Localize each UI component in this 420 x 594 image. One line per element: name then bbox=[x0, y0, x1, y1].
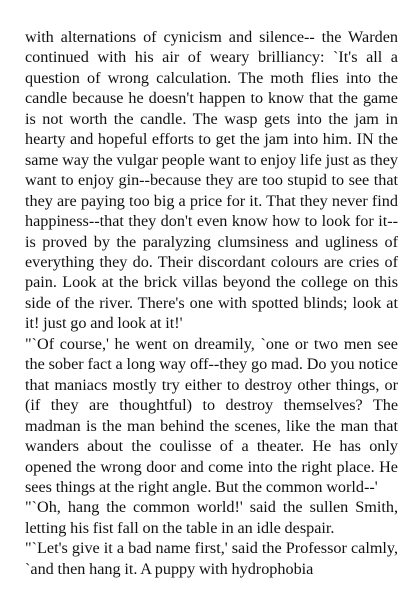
paragraph-smith: "`Oh, hang the common world!' said the sullen Smith, letting his fist fall on the table in an idle despair. bbox=[25, 498, 398, 537]
paragraph-maniacs: "`Of course,' he went on dreamily, `one or two men see the sober fact a long way off--they go mad. Do you notice that maniacs mostly try either to destroy other things, or (if they are thoughtful) to destroy themselves? The madman is the man behind the scenes, like the man that wanders about the coulisse of a theater. He has only opened the wrong door and come into the right place. He sees things at the right angle. But the common world--' bbox=[25, 334, 398, 496]
paragraph-professor: "`Let's give it a bad name first,' said the Professor calmly, `and then hang it. A puppy with hydrophobia bbox=[25, 539, 398, 578]
paragraph-warden-speech: with alternations of cynicism and silence-- the Warden continued with his air of weary brilliancy: `It's all a question of wrong calculation. The moth flies into the candle because he doesn't happen to know that the game is not worth the candle. The wasp gets into the jam in hearty and hopeful efforts to get the jam into him. IN the same way the vulgar people want to enjoy life just as they want to enjoy gin--because they are too stupid to see that they are paying too big a price for it. That they never find happiness--that they don't even know how to look for it--is proved by the paralyzing clumsiness and ugliness of everything they do. Their discordant colours are cries of pain. Look at the brick villas beyond the college on this side of the river. There's one with spotted blinds; look at it! just go and look at it!' bbox=[25, 28, 398, 333]
document-page bbox=[25, 27, 398, 579]
